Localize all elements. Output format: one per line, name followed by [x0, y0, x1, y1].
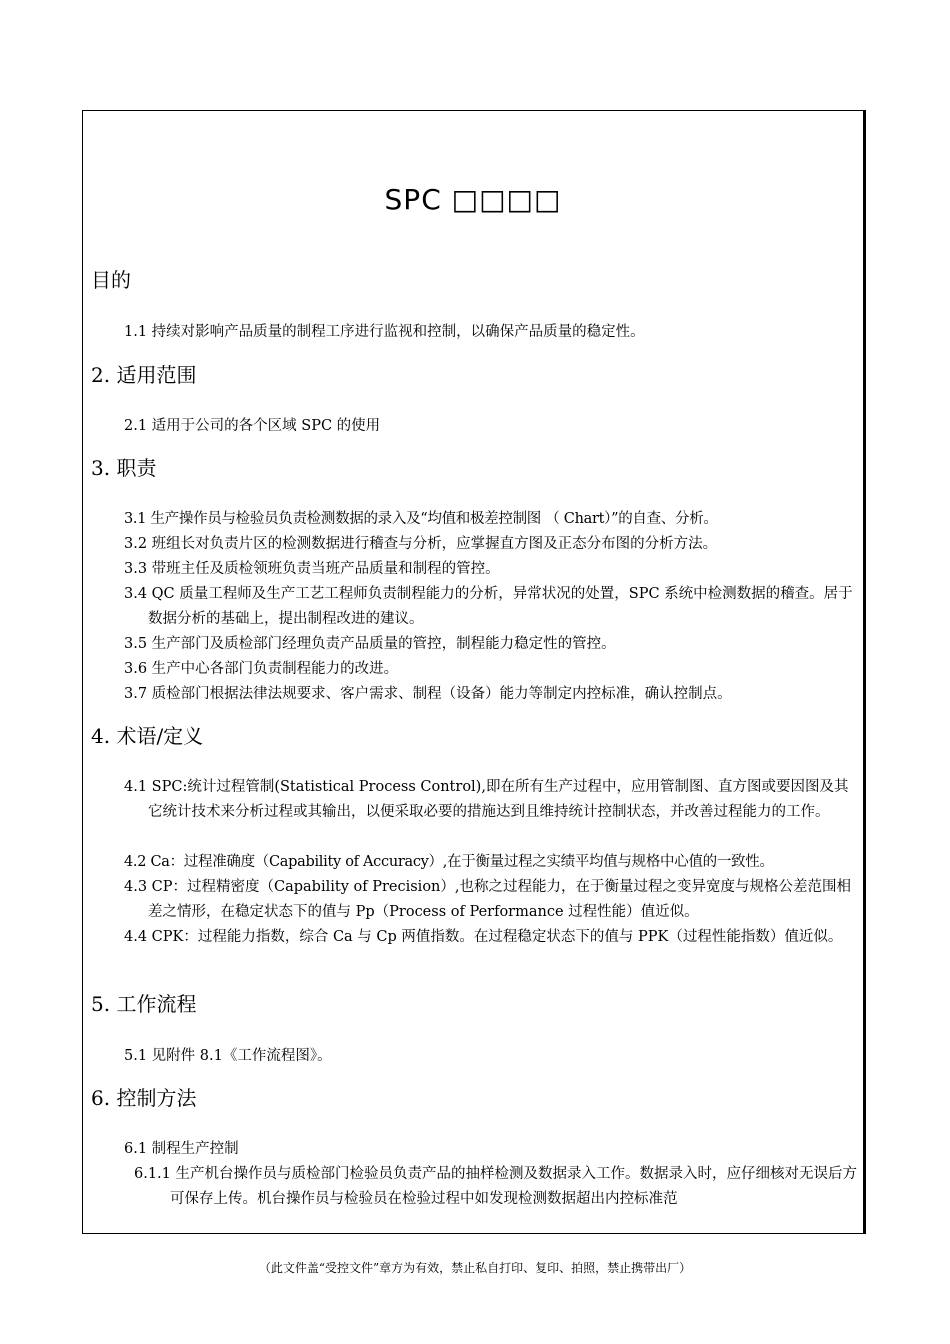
clause-3-6: 3.6 生产中心各部门负责制程能力的改进。	[124, 661, 399, 677]
section-heading-scope: 2. 适用范围	[91, 363, 197, 387]
clause-4-1: 4.1 SPC:统计过程管制(Statistical Process Control),即在所有生产过程中，应用管制图、直方图或要因图及其它统计技术来分析过程或其输出，以便采取必要的措施达到且维持统计控制状态，并改善过程能力的工作。	[124, 779, 849, 820]
clause-3-7: 3.7 质检部门根据法律法规要求、客户需求、制程（设备）能力等制定内控标准，确认控制点。	[124, 686, 732, 702]
clause-1-1: 1.1 持续对影响产品质量的制程工序进行监视和控制，以确保产品质量的稳定性。	[124, 324, 645, 340]
clause-4-2: 4.2 Ca：过程准确度（Capability of Accuracy）,在于衡量过程之实绩平均值与规格中心值的一致性。	[124, 854, 774, 870]
clause-4-4: 4.4 CPK：过程能力指数，综合 Ca 与 Cp 两值指数。在过程稳定状态下的值与 PPK（过程性能指数）值近似。	[124, 929, 843, 945]
clause-5-1: 5.1 见附件 8.1《工作流程图》。	[124, 1048, 332, 1064]
section-heading-responsibilities: 3. 职责	[91, 456, 157, 480]
clause-3-5: 3.5 生产部门及质检部门经理负责产品质量的管控，制程能力稳定性的管控。	[124, 636, 616, 652]
section-heading-control-methods: 6. 控制方法	[91, 1086, 197, 1110]
clause-6-1: 6.1 制程生产控制	[124, 1141, 239, 1157]
footer-notice: （此文件盖“受控文件”章方为有效，禁止私自打印、复印、拍照，禁止携带出厂）	[258, 1261, 692, 1275]
section-heading-definitions: 4. 术语/定义	[91, 724, 204, 748]
clause-3-3: 3.3 带班主任及质检领班负责当班产品质量和制程的管控。	[124, 561, 500, 577]
clause-3-2: 3.2 班组长对负责片区的检测数据进行稽查与分析，应掌握直方图及正态分布图的分析方法。	[124, 536, 718, 552]
clause-4-3: 4.3 CP：过程精密度（Capability of Precision）,也称之过程能力，在于衡量过程之变异宽度与规格公差范围相差之情形，在稳定状态下的值与 Pp（Process of Performance 过程性能）值近似。	[124, 879, 851, 920]
document-frame	[82, 110, 866, 1234]
document-title: SPC □□□□	[384, 183, 562, 216]
clause-2-1: 2.1 适用于公司的各个区域 SPC 的使用	[124, 418, 381, 434]
clause-6-1-1: 6.1.1 生产机台操作员与质检部门检验员负责产品的抽样检测及数据录入工作。数据录入时，应仔细核对无误后方可保存上传。机台操作员与检验员在检验过程中如发现检测数据超出内控标准范	[134, 1166, 857, 1207]
clause-3-4: 3.4 QC 质量工程师及生产工艺工程师负责制程能力的分析，异常状况的处置，SPC 系统中检测数据的稽查。居于数据分析的基础上，提出制程改进的建议。	[124, 586, 853, 627]
section-heading-workflow: 5. 工作流程	[91, 992, 197, 1016]
clause-3-1: 3.1 生产操作员与检验员负责检测数据的录入及“均值和极差控制图 （ Chart）”的自查、分析。	[124, 511, 718, 527]
section-heading-purpose: 目的	[91, 268, 131, 292]
